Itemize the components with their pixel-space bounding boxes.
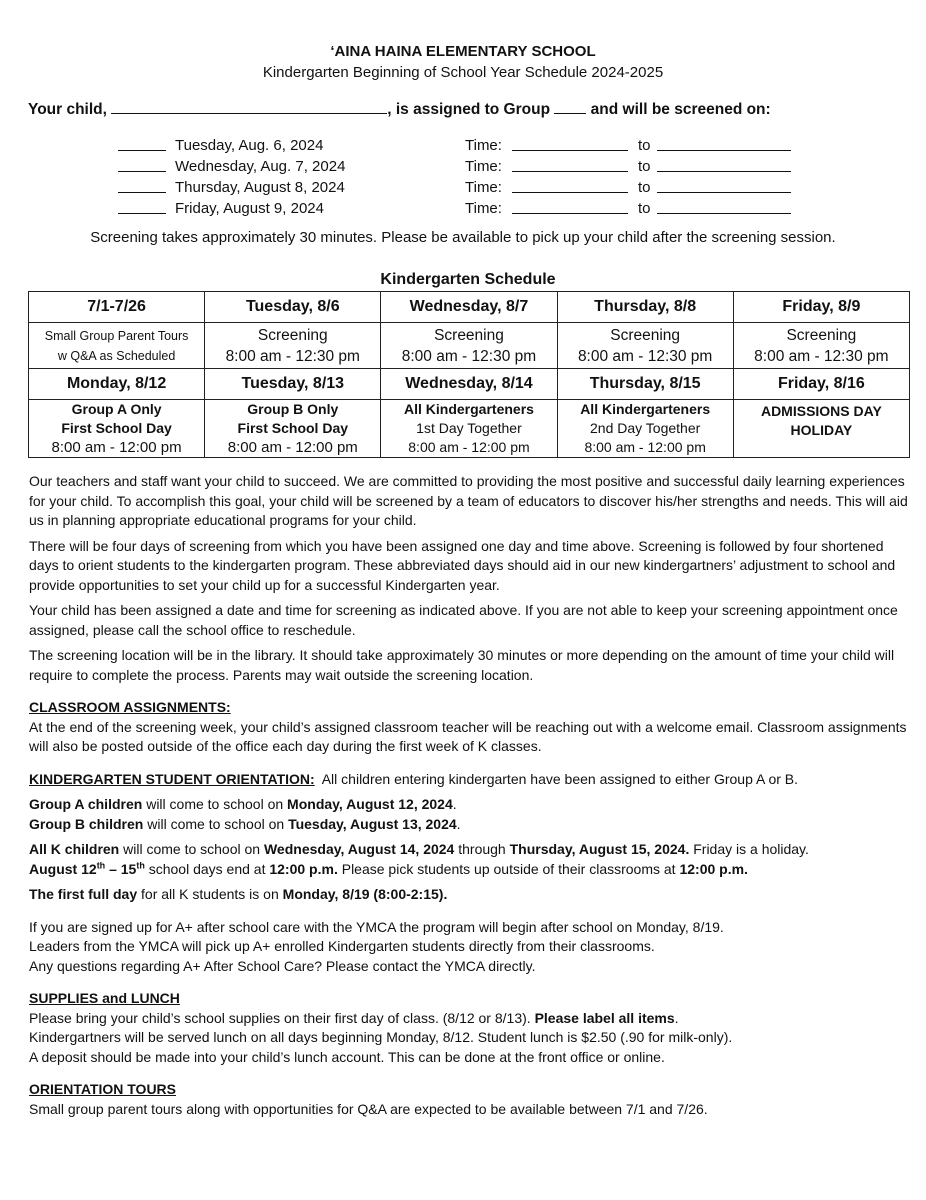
lunch-line: Kindergartners will be served lunch on all days beginning Monday, 8/12. Student lunch is $2.50 (.90 for milk-only). [29,1029,733,1045]
table-header-cell: Friday, 8/9 [733,292,909,323]
table-cell [381,323,557,369]
paragraph: Our teachers and staff want your child to succeed. We are committed to providing the most positive and successful daily learning experiences for your child. To accomplish this goal, your child will be screened by a team of educators to discover his/her strengths and needs. This will aid us in planning appropriate educational programs for your child. [29,473,908,528]
document-subtitle: Kindergarten Beginning of School Year Schedule 2024-2025 [262,64,664,81]
table-cell [29,323,205,369]
cell-line: w Q&A as Scheduled [57,348,176,363]
deposit-line: A deposit should be made into your child’s lunch account. This can be done at the front office or online. [29,1048,665,1065]
cell-line: Group B Only [247,401,339,417]
start-time-blank [512,150,628,151]
end-time-blank [657,171,791,172]
supplies-text: Please bring your child’s school supplies on their first day of class. (8/12 or 8/13). [29,1009,535,1026]
screening-date-row [118,178,818,199]
group-assignment-line [28,100,771,119]
cell-line: Screening [610,326,681,344]
table-header-cell: Wednesday, 8/14 [381,369,557,400]
orientation-heading: KINDERGARTEN STUDENT ORIENTATION: [29,770,315,787]
cell-line: 8:00 am - 12:00 pm [51,439,182,456]
screening-date: Tuesday, Aug. 6, 2024 [175,137,324,154]
table-cell [733,323,909,369]
end-time-blank [657,213,791,214]
ordinal-suffix: th [136,859,145,870]
group-a-text: will come to school on [142,796,288,812]
paragraph: Your child has been assigned a date and time for screening as indicated above. If you are not able to keep your screening appointment once assigned, please call the school office to reschedule. [29,602,898,638]
start-time-blank [512,192,628,193]
to-label: to [638,200,651,217]
table-cell [557,323,733,369]
all-k-through: through [454,841,510,857]
all-k-line [29,840,909,860]
pickup-text: Please pick students up outside of their classrooms at [337,860,680,877]
group-b-text: will come to school on [143,815,289,832]
ymca-line: If you are signed up for A+ after school care with the YMCA the program will begin after school on Monday, 8/19. [29,918,724,935]
start-time-blank [512,213,628,214]
paragraph: At the end of the screening week, your child’s assigned classroom teacher will be reaching out with a welcome email. Classroom assignments will also be posted outside of the office each day during the first week of K classes. [29,718,907,754]
table-cell [733,400,909,458]
label-items-text: Please label all items [534,1009,675,1026]
table-cell [205,400,381,458]
full-day-line [29,885,909,905]
start-time-blank [512,171,628,172]
group-a-date: Monday, August 12, 2024 [287,796,453,812]
assignment-text-3: and will be screened on: [590,101,771,118]
tours-text: Small group parent tours along with opportunities for Q&A are expected to be available between 7/1 and 7/26. [29,1100,708,1117]
group-b-line: Group B children will come to school on Tuesday, August 13, 2024. [29,815,461,832]
time-label: Time: [465,137,502,154]
date-check-blank [118,150,166,151]
cell-line: Group A Only [71,401,162,417]
table-cell [557,400,733,458]
screening-date-row [118,136,818,157]
screening-note: Screening takes approximately 30 minutes. Please be available to pick up your child after the screening session. [90,229,836,246]
section-heading [29,1080,909,1100]
school-end-line [29,860,909,880]
supplies-period: . [674,1009,679,1026]
date-check-blank [118,213,166,214]
cell-line: Screening [786,326,857,344]
screening-date: Thursday, August 8, 2024 [175,179,345,196]
time-label: Time: [465,179,502,196]
group-a-label: Group A children [29,796,143,812]
cell-line: HOLIDAY [790,422,853,438]
to-label: to [638,158,651,175]
screening-dates-list [118,136,818,220]
assignment-text-1: Your child, [28,101,107,118]
time-label: Time: [465,158,502,175]
section-heading [29,698,909,718]
table-header-cell: Thursday, 8/15 [557,369,733,400]
ordinal-suffix: th [96,859,106,870]
all-k-date-2: Thursday, August 15, 2024. [509,841,690,857]
cell-line: Screening [434,326,504,344]
table-cell [29,400,205,458]
end-time-blank [657,150,791,151]
classroom-heading: CLASSROOM ASSIGNMENTS: [29,699,231,715]
screening-date: Wednesday, Aug. 7, 2024 [175,158,346,175]
group-b-label: Group B children [29,815,144,832]
all-k-holiday: Friday is a holiday. [689,841,809,857]
all-k-text: will come to school on [119,841,264,857]
cell-line: First School Day [237,420,349,436]
cell-line: 8:00 am - 12:30 pm [754,347,889,365]
cell-line: 8:00 am - 12:30 pm [577,347,713,365]
aug-end: – 15 [105,860,137,877]
paragraph: The screening location will be in the library. It should take approximately 30 minutes or more depending on the amount of time your child will require to complete the process. Parents may wait outside the screening location. [29,647,895,683]
cell-line: 1st Day Together [416,420,522,436]
date-check-blank [118,192,166,193]
ymca-line: Any questions regarding A+ After School Care? Please contact the YMCA directly. [29,957,536,974]
cell-line: First School Day [61,420,172,436]
screening-date-row [118,157,818,178]
cell-line: All Kindergarteners [580,401,711,417]
aug-start: August 12 [29,860,97,877]
to-label: to [638,137,651,154]
to-label: to [638,179,651,196]
table-header-cell: Tuesday, 8/13 [205,369,381,400]
table-header-cell: Friday, 8/16 [733,369,909,400]
table-row [29,323,910,369]
cell-line: 8:00 am - 12:00 pm [408,439,530,455]
table-header-cell: Tuesday, 8/6 [205,292,381,323]
all-k-label: All K children [29,841,120,857]
cell-line: ADMISSIONS DAY [760,403,882,419]
table-header-cell: 7/1-7/26 [29,292,205,323]
assignment-text-2: , is assigned to Group [387,101,551,118]
table-cell [381,400,557,458]
table-header-cell: Monday, 8/12 [29,369,205,400]
table-row [29,292,910,323]
ymca-line: Leaders from the YMCA will pick up A+ enrolled Kindergarten students directly from their classrooms. [29,938,655,954]
end-time-blank [657,192,791,193]
orientation-intro-text: All children entering kindergarten have been assigned to either Group A or B. [321,770,799,787]
section-heading [29,989,909,1009]
paragraph: There will be four days of screening from which you have been assigned one day and time above. Screening is followed by four shortened days to orient students to the kindergarten program. These abbreviated days should aid in our new kindergartners’ adjustment to school and provide opportunities to set your child up for a successful Kindergarten year. [29,537,896,593]
full-day-text: for all K students is on [137,886,283,902]
group-a-line: Group A children will come to school on Monday, August 12, 2024. [29,796,457,812]
group-blank [554,100,586,114]
cell-line: 8:00 am - 12:00 pm [584,439,706,455]
group-b-date: Tuesday, August 13, 2024 [288,815,457,832]
tours-heading: ORIENTATION TOURS [29,1081,176,1097]
school-end-text: school days end at [144,860,270,877]
date-check-blank [118,171,166,172]
cell-line: 8:00 am - 12:30 pm [401,347,537,365]
kindergarten-schedule-table [28,291,910,458]
cell-line: 2nd Day Together [590,420,701,436]
supplies-heading: SUPPLIES and LUNCH [29,990,180,1006]
document-body [29,472,909,1125]
time-label: Time: [465,200,502,217]
child-name-blank [111,100,387,114]
screening-date-row [118,199,818,220]
cell-line: 8:00 am - 12:30 pm [225,347,360,365]
school-name: ‘AINA HAINA ELEMENTARY SCHOOL [330,43,596,60]
cell-line: 8:00 am - 12:00 pm [227,439,358,456]
table-header-cell: Wednesday, 8/7 [381,292,557,323]
screening-date: Friday, August 9, 2024 [175,200,324,217]
end-time: 12:00 p.m. [269,860,338,877]
table-row [29,400,910,458]
full-day-date: Monday, 8/19 (8:00-2:15). [282,886,448,902]
all-k-date-1: Wednesday, August 14, 2024 [263,841,455,857]
cell-line: Small Group Parent Tours [44,328,189,343]
full-day-label: The first full day [29,886,138,902]
cell-line: Screening [257,326,328,344]
table-row [29,369,910,400]
pickup-time: 12:00 p.m. [679,860,748,877]
supplies-line [29,1009,909,1029]
table-header-cell: Thursday, 8/8 [557,292,733,323]
orientation-intro [29,770,909,790]
cell-line: All Kindergarteners [404,401,534,417]
schedule-title: Kindergarten Schedule [380,271,556,288]
table-cell [205,323,381,369]
